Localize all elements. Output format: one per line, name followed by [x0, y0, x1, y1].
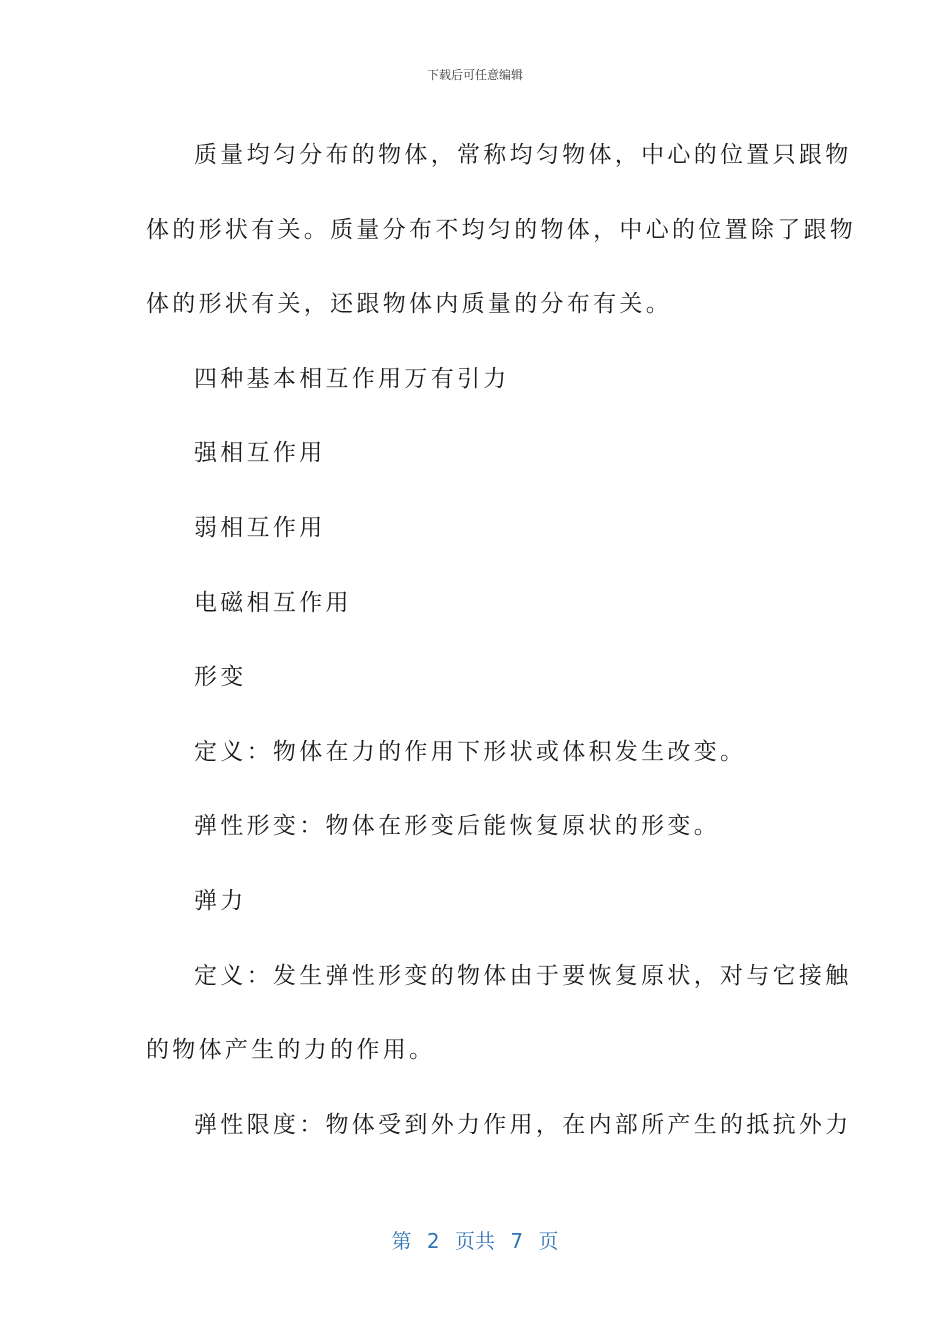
text-line: 弹性限度：物体受到外力作用，在内部所产生的抵抗外力 [194, 1111, 852, 1138]
text-line: 四种基本相互作用万有引力 [194, 365, 510, 392]
document-body [146, 118, 857, 1162]
footer-current-page: 2 [426, 1229, 440, 1253]
page-footer [0, 1225, 950, 1254]
page-header: 下载后可任意编辑 [426, 68, 523, 82]
paragraph-deformation-definition [146, 715, 794, 790]
paragraph-elastic-force-definition [146, 939, 852, 1088]
footer-label-of: 页共 [455, 1229, 495, 1253]
text-line: 弹性形变：物体在形变后能恢复原状的形变。 [194, 813, 720, 840]
text-line: 的物体产生的力的作用。 [146, 1037, 436, 1064]
paragraph-weak-interaction [146, 491, 794, 566]
footer-total-pages: 7 [510, 1229, 524, 1253]
paragraph-strong-interaction [146, 416, 794, 491]
paragraph-four-interactions [146, 342, 794, 417]
text-line: 定义：发生弹性形变的物体由于要恢复原状，对与它接触 [194, 962, 852, 989]
text-line: 形变 [194, 664, 247, 691]
text-line: 体的形状有关，还跟物体内质量的分布有关。 [146, 291, 672, 318]
text-line: 定义：物体在力的作用下形状或体积发生改变。 [194, 738, 747, 765]
paragraph-center-of-mass [146, 118, 857, 342]
text-line: 弹力 [194, 887, 247, 914]
text-line: 体的形状有关。质量分布不均匀的物体，中心的位置除了跟物 [146, 216, 857, 243]
paragraph-electromagnetic-interaction [146, 566, 794, 641]
text-line: 强相互作用 [194, 440, 326, 467]
paragraph-deformation-heading [146, 640, 794, 715]
paragraph-elastic-force-heading [146, 864, 794, 939]
paragraph-elastic-limit [146, 1088, 852, 1163]
footer-label-end: 页 [538, 1229, 559, 1253]
footer-label-page: 第 [391, 1229, 412, 1253]
text-line: 质量均匀分布的物体，常称均匀物体，中心的位置只跟物 [194, 142, 852, 168]
paragraph-elastic-deformation [146, 789, 794, 864]
text-line: 电磁相互作用 [194, 589, 352, 616]
text-line: 弱相互作用 [194, 514, 326, 541]
